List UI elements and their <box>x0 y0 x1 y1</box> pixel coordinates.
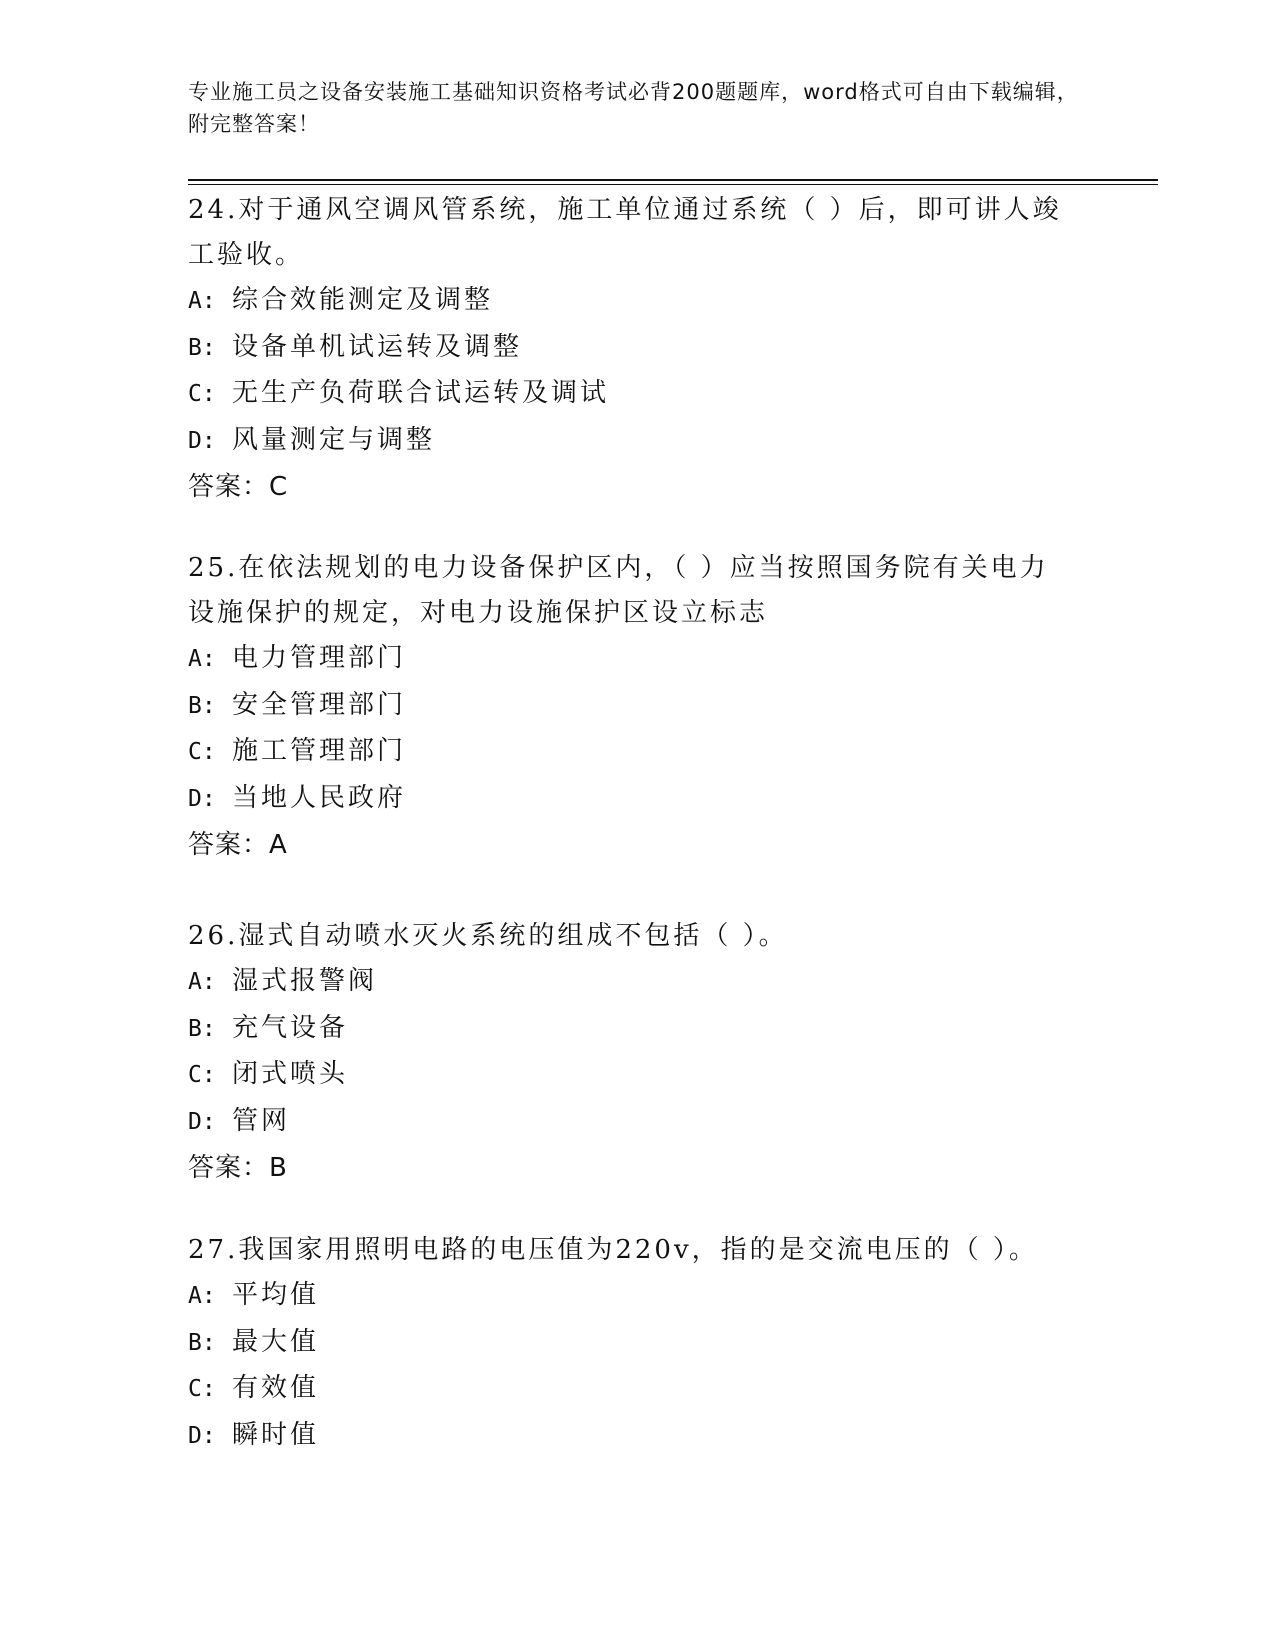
question-27 <box>188 1228 1068 1459</box>
header-divider-thick <box>188 179 1158 181</box>
answer-line: 答案：C <box>188 472 289 502</box>
option-b <box>188 1006 1068 1053</box>
option-b <box>188 325 1068 372</box>
answer-line: 答案：A <box>188 830 288 860</box>
option-a <box>188 1273 1068 1320</box>
question-25 <box>188 546 1068 868</box>
option-letter: A: <box>188 288 216 314</box>
option-letter: B: <box>188 334 216 361</box>
option-letter: C: <box>188 1376 216 1402</box>
option-letter: D: <box>188 1422 216 1449</box>
question-stem: 26.湿式自动喷水灭火系统的组成不包括（ ）。 <box>188 921 788 951</box>
option-letter: C: <box>188 739 216 765</box>
option-a <box>188 959 1068 1006</box>
option-text: 最大值 <box>232 1326 320 1357</box>
option-c <box>188 371 1068 418</box>
option-d <box>188 418 1068 465</box>
option-text: 平均值 <box>232 1280 320 1310</box>
option-c <box>188 1052 1068 1099</box>
option-text: 有效值 <box>232 1373 320 1403</box>
option-text: 风量测定与调整 <box>232 424 436 455</box>
option-text: 综合效能测定及调整 <box>232 285 494 315</box>
option-text: 当地人民政府 <box>232 782 407 813</box>
option-letter: B: <box>188 1015 216 1042</box>
option-letter: C: <box>188 381 216 407</box>
option-letter: A: <box>188 1283 216 1309</box>
question-stem: 25.在依法规划的电力设备保护区内，（ ）应当按照国务院有关电力设施保护的规定，对电力设施保护区设立标志 <box>188 553 1049 628</box>
option-d <box>188 776 1068 823</box>
option-letter: D: <box>188 427 216 454</box>
answer-line: 答案：B <box>188 1153 288 1183</box>
question-26 <box>188 914 1068 1191</box>
question-24 <box>188 188 1068 510</box>
option-text: 电力管理部门 <box>232 643 407 673</box>
option-letter: C: <box>188 1062 216 1088</box>
option-letter: B: <box>188 1329 216 1356</box>
question-stem: 24.对于通风空调风管系统，施工单位通过系统（ ）后，即可讲人竣工验收。 <box>188 195 1062 270</box>
option-a <box>188 636 1068 683</box>
option-b <box>188 683 1068 730</box>
option-letter: A: <box>188 969 216 995</box>
option-letter: D: <box>188 785 216 812</box>
option-text: 无生产负荷联合试运转及调试 <box>232 378 610 408</box>
option-c <box>188 729 1068 776</box>
document-header: 专业施工员之设备安装施工基础知识资格考试必背200题题库，word格式可自由下载编辑，附完整答案！ <box>188 80 1079 136</box>
option-text: 管网 <box>232 1105 291 1136</box>
option-letter: A: <box>188 646 216 672</box>
option-text: 施工管理部门 <box>232 736 407 766</box>
option-c <box>188 1366 1068 1413</box>
option-text: 充气设备 <box>232 1012 349 1043</box>
option-text: 安全管理部门 <box>232 689 407 720</box>
header-divider-thin <box>188 184 1158 185</box>
option-text: 闭式喷头 <box>232 1059 349 1089</box>
question-stem: 27.我国家用照明电路的电压值为220v，指的是交流电压的（ ）。 <box>188 1235 1038 1265</box>
option-text: 设备单机试运转及调整 <box>232 331 523 362</box>
option-b <box>188 1320 1068 1367</box>
option-text: 湿式报警阀 <box>232 966 378 996</box>
option-letter: D: <box>188 1108 216 1135</box>
option-d <box>188 1413 1068 1460</box>
option-a <box>188 278 1068 325</box>
option-text: 瞬时值 <box>232 1419 320 1450</box>
option-d <box>188 1099 1068 1146</box>
option-letter: B: <box>188 692 216 719</box>
